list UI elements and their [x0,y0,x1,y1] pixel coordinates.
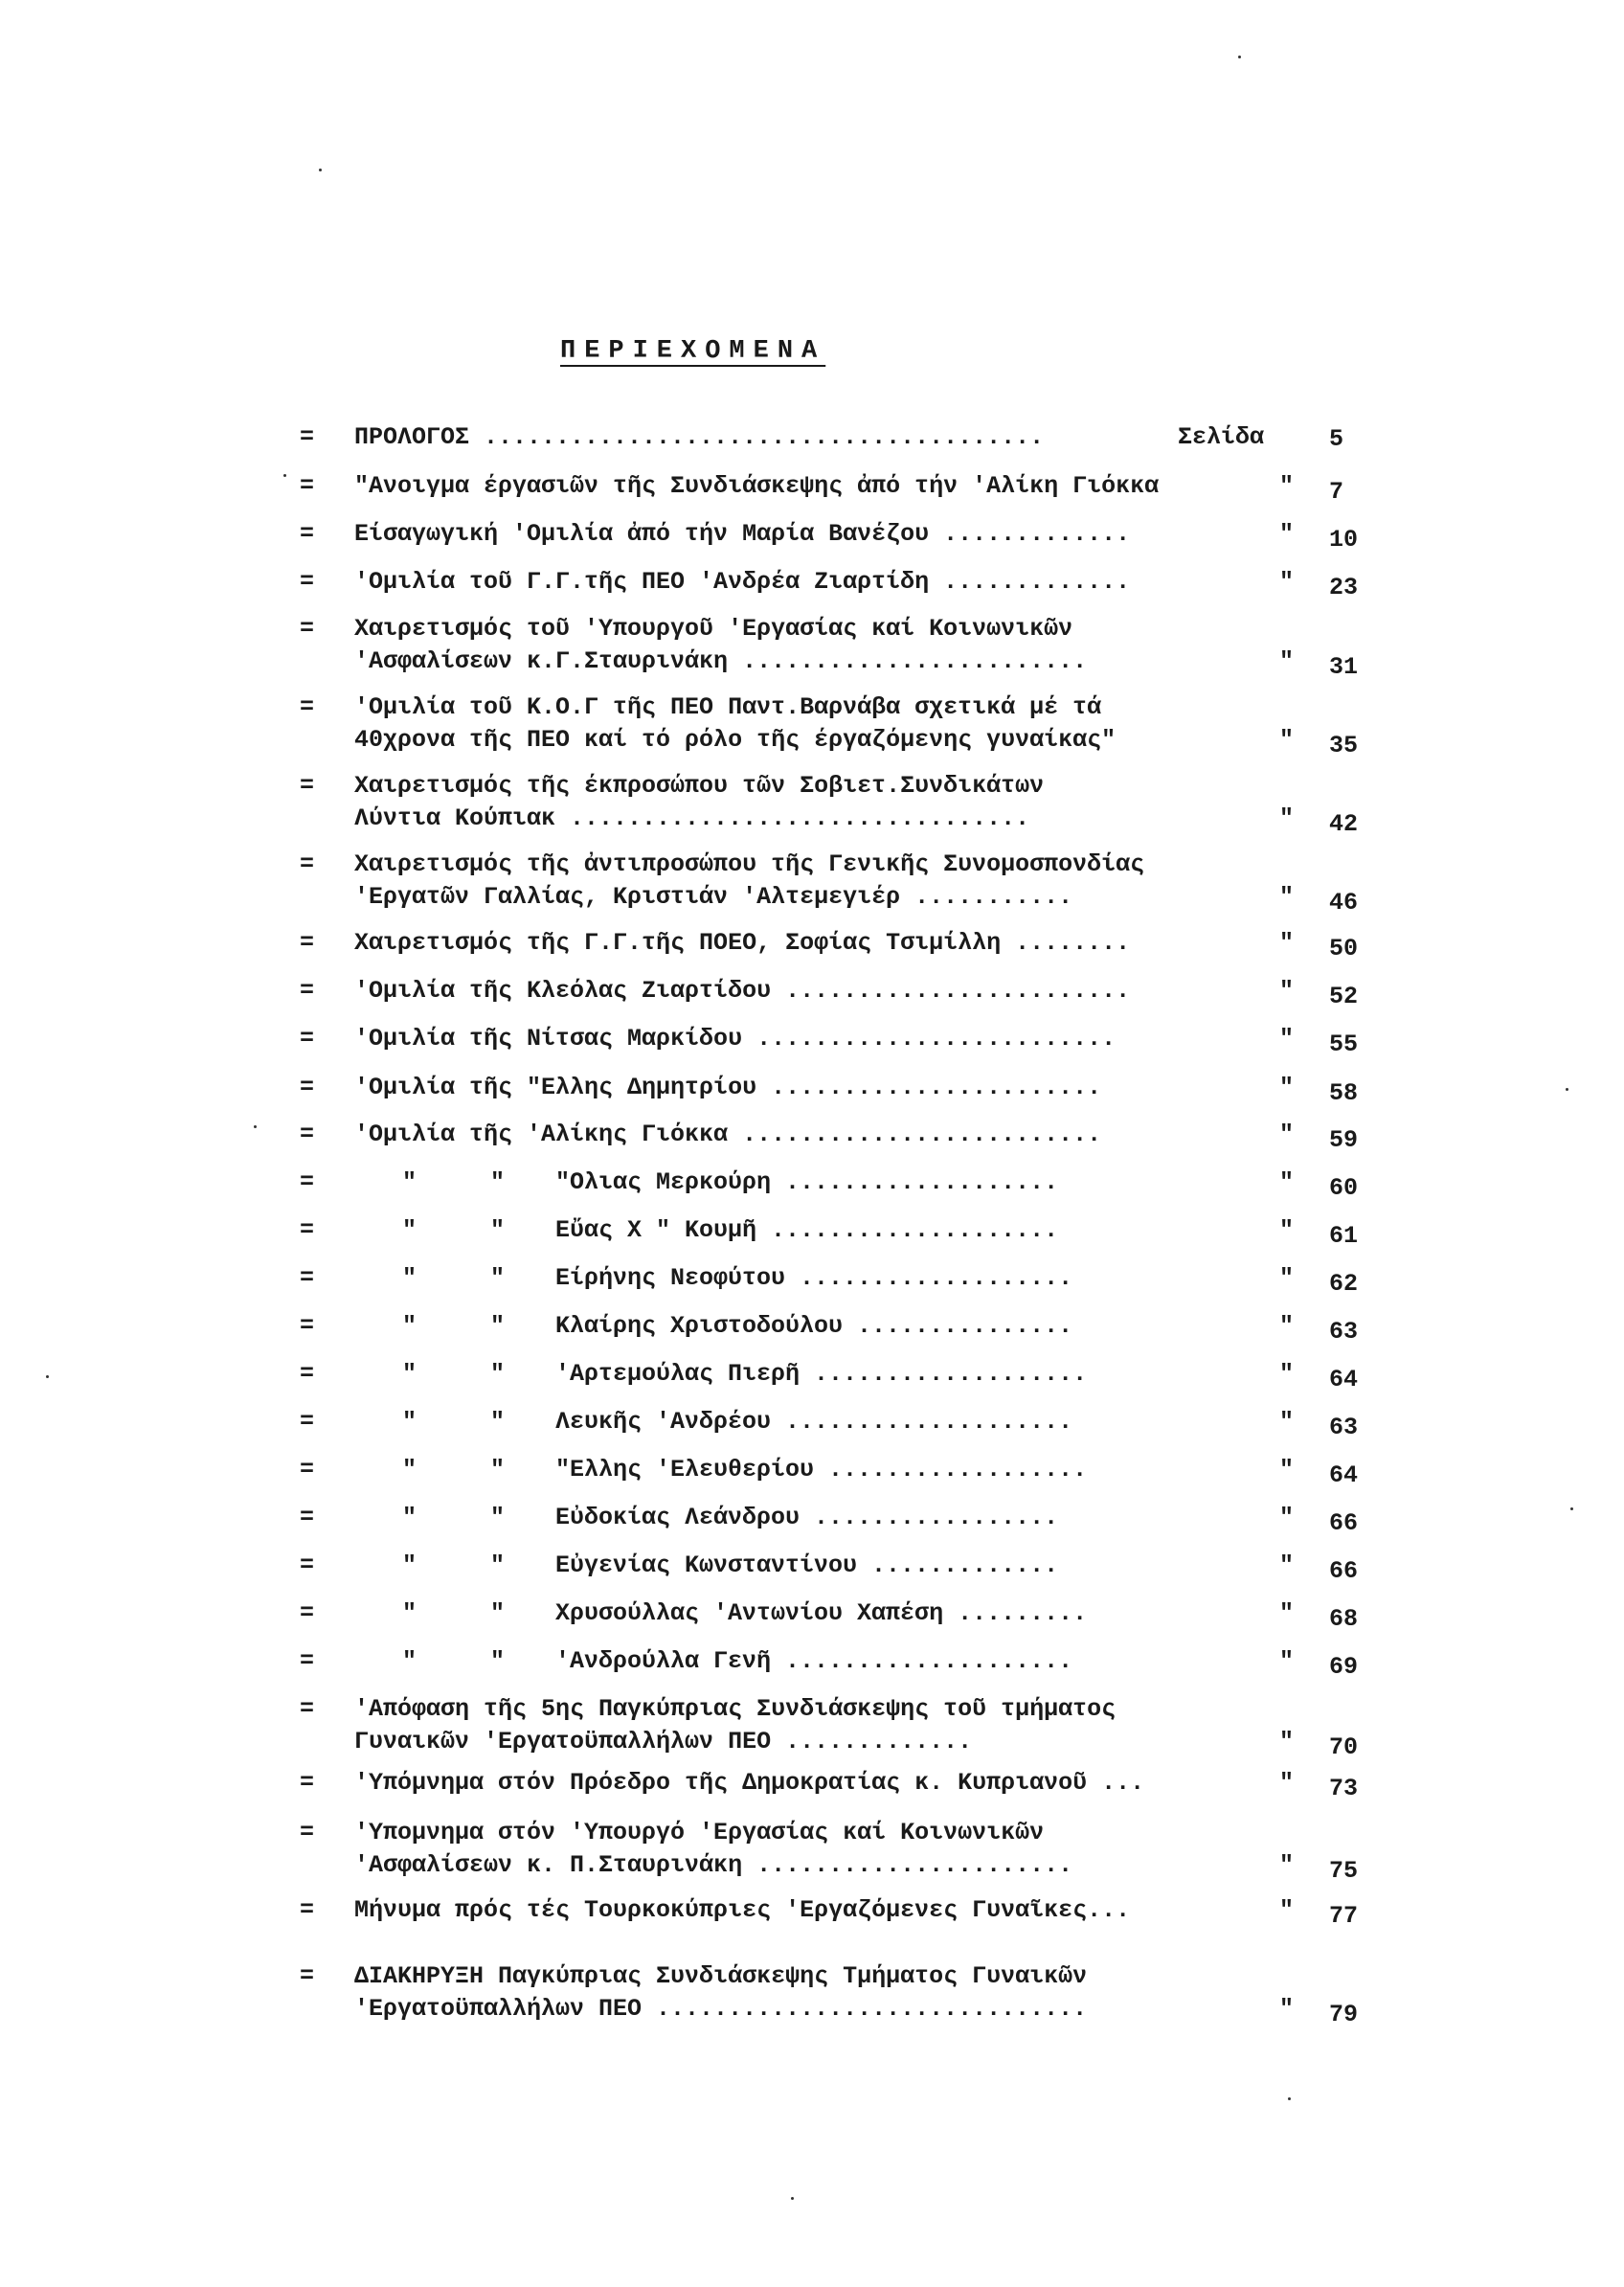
toc-entry-title [354,849,1144,914]
ditto-mark: " [1279,1025,1295,1053]
page-number: 58 [1329,1079,1359,1107]
ditto-mark: " [1279,726,1295,754]
toc-entry-line: 'Ανδρούλλα Γενῆ .................... [555,1647,1073,1675]
toc-entry-line: 'Ομιλία τῆς Κλεόλας Ζιαρτίδου ........................ [354,977,1131,1005]
ditto-mark: " [1279,883,1295,911]
page-number: 64 [1329,1461,1359,1489]
toc-entry-title [555,1358,1087,1391]
toc-entry-line: Χρυσούλλας 'Αντωνίου Χαπέση ......... [555,1599,1088,1627]
toc-bullet: = [300,520,315,548]
toc-entry-title [555,1597,1087,1630]
ditto-mark: " [1279,929,1295,957]
page-number: 73 [1329,1775,1359,1802]
toc-entry-title [555,1550,1058,1582]
ditto-mark: " [1279,1168,1295,1196]
ditto-mark: " [402,1408,417,1436]
page-number: 23 [1329,574,1359,601]
toc-entry-title [354,1023,1116,1055]
page-number: 68 [1329,1605,1359,1633]
page-number: 52 [1329,983,1359,1010]
ditto-mark: " [490,1551,506,1579]
toc-bullet: = [300,1769,315,1797]
toc-entry-title [555,1166,1058,1199]
toc-bullet: = [300,1074,315,1101]
ditto-mark: " [1279,1551,1295,1579]
toc-entry-title [354,1119,1101,1151]
toc-bullet: = [300,1819,315,1846]
ditto-mark: " [1279,1456,1295,1483]
toc-entry-line: 'Υπόμνημα στόν Πρόεδρο τῆς Δημοκρατίας κ. Κυπριανοῦ ... [354,1769,1145,1797]
toc-bullet: = [300,1025,315,1053]
ditto-mark: " [402,1216,417,1244]
toc-entry-line: 'Ασφαλίσεων κ.Γ.Σταυρινάκη ........................ [354,647,1088,675]
ditto-mark: " [402,1360,417,1388]
toc-bullet: = [300,1695,315,1723]
toc-entry-line: Λευκῆς 'Ανδρέου .................... [555,1408,1073,1436]
scan-speck [254,1125,257,1128]
toc-entry-line: 'Ομιλία τοῦ Κ.Ο.Γ τῆς ΠΕΟ Παντ.Βαρνάβα σχετικά μέ τά [354,693,1102,721]
page-number: 31 [1329,653,1359,681]
ditto-mark: " [1279,1264,1295,1292]
toc-entry-title [555,1645,1072,1678]
ditto-mark: " [402,1168,417,1196]
ditto-mark: " [1279,568,1295,596]
toc-entry-line: Κλαίρης Χριστοδούλου ............... [555,1312,1073,1340]
ditto-mark: " [490,1599,506,1627]
ditto-mark: " [490,1216,506,1244]
ditto-mark: " [402,1312,417,1340]
toc-bullet: = [300,850,315,878]
page-title: ΠΕΡΙΕΧΟΜΕΝΑ [560,337,826,366]
toc-entry-line: 'Ομιλία τῆς Νίτσας Μαρκίδου ......................... [354,1025,1116,1053]
toc-entry-title [354,470,1159,503]
toc-entry-line: 'Απόφαση τῆς 5ης Παγκύπριας Συνδιάσκεψης τοῦ τμήματος [354,1695,1116,1723]
ditto-mark: " [402,1264,417,1292]
toc-entry-title [555,1214,1058,1247]
toc-entry-line: Λύντια Κούπιακ ................................ [354,804,1030,832]
toc-bullet: = [300,693,315,721]
page-number: 50 [1329,935,1359,962]
toc-bullet: = [300,472,315,500]
page-number: 63 [1329,1318,1359,1346]
toc-entry-title [354,1817,1072,1882]
ditto-mark: " [402,1599,417,1627]
ditto-mark: " [1279,1360,1295,1388]
toc-bullet: = [300,1264,315,1292]
scan-speck [1570,1507,1573,1510]
toc-entry-title [555,1406,1072,1438]
toc-bullet: = [300,1504,315,1531]
toc-entry-line: 'Υπομνημα στόν 'Υπουργό 'Εργασίας καί Κοινωνικῶν [354,1819,1045,1846]
toc-entry-line: "Ανοιγμα έργασιῶν τῆς Συνδιάσκεψης ἀπό τήν 'Αλίκη Γιόκκα [354,472,1160,500]
toc-entry-title [555,1310,1072,1343]
toc-bullet: = [300,423,315,451]
toc-entry-line: 'Ομιλία τῆς 'Αλίκης Γιόκκα ......................... [354,1121,1102,1148]
ditto-mark: " [490,1264,506,1292]
page-number: 66 [1329,1557,1359,1585]
page-number: 62 [1329,1270,1359,1298]
ditto-mark: " [1279,1995,1295,2023]
page-number: 35 [1329,732,1359,759]
toc-bullet: = [300,1896,315,1924]
toc-entry-line: Γυναικῶν 'Εργατοϋπαλλήλων ΠΕΟ ............. [354,1728,973,1755]
ditto-mark: " [1279,1769,1295,1797]
toc-entry-title [555,1454,1087,1486]
toc-bullet: = [300,1216,315,1244]
page-number: 66 [1329,1509,1359,1537]
toc-entry-line: ΠΡΟΛΟΓΟΣ ....................................... [354,423,1045,451]
toc-entry-line: Χαιρετισμός τῆς ἀντιπροσώπου τῆς Γενικῆς Συνομοσπονδίας [354,850,1145,878]
toc-entry-title [354,421,1044,454]
toc-entry-line: Είρήνης Νεοφύτου ................... [555,1264,1073,1292]
page-number: 69 [1329,1653,1359,1681]
toc-entry-title [354,566,1130,599]
scan-speck [1238,56,1241,58]
toc-entry-line: 'Ασφαλίσεων κ. Π.Σταυρινάκη ...................... [354,1851,1073,1879]
ditto-mark: " [490,1360,506,1388]
toc-bullet: = [300,772,315,800]
page-number: 64 [1329,1366,1359,1393]
ditto-mark: " [490,1456,506,1483]
ditto-mark: " [1279,1851,1295,1879]
toc-entry-title [354,613,1087,678]
toc-entry-line: 'Εργατοϋπαλλήλων ΠΕΟ .............................. [354,1995,1088,2023]
scan-speck [46,1375,49,1378]
toc-entry-line: Εὐδοκίας Λεάνδρου ................. [555,1504,1059,1531]
ditto-mark: " [1279,1896,1295,1924]
scan-speck [1288,2097,1291,2100]
toc-entry-title [354,1960,1087,2026]
scan-speck [1566,1088,1568,1091]
toc-entry-title [555,1502,1058,1534]
toc-entry-title [354,691,1116,757]
ditto-mark: " [402,1504,417,1531]
toc-entry-line: 'Εργατῶν Γαλλίας, Κριστιάν 'Αλτεμεγιέρ ........... [354,883,1073,911]
toc-entry-title [354,927,1130,960]
toc-entry-line: ΔΙΑΚΗΡΥΞΗ Παγκύπριας Συνδιάσκεψης Τμήματος Γυναικῶν [354,1962,1088,1990]
toc-entry-title [354,770,1044,835]
scan-speck [283,474,286,477]
scan-speck [791,2197,794,2200]
toc-bullet: = [300,1456,315,1483]
ditto-mark: " [1279,1074,1295,1101]
page-number: 75 [1329,1857,1359,1885]
ditto-mark: " [1279,1312,1295,1340]
ditto-mark: " [402,1456,417,1483]
ditto-mark: " [1279,1599,1295,1627]
toc-entry-line: Εὐγενίας Κωνσταντίνου ............. [555,1551,1059,1579]
toc-entry-title [354,1767,1144,1800]
toc-bullet: = [300,1408,315,1436]
ditto-mark: " [1279,1504,1295,1531]
toc-bullet: = [300,1168,315,1196]
page-number: 7 [1329,478,1344,506]
ditto-mark: " [490,1312,506,1340]
toc-bullet: = [300,1599,315,1627]
ditto-mark: " [402,1551,417,1579]
page-number: 63 [1329,1414,1359,1441]
toc-entry-title [555,1262,1072,1295]
page-number: 60 [1329,1174,1359,1202]
toc-entry-line: Είσαγωγική 'Ομιλία ἀπό τήν Μαρία Βανέζου ............. [354,520,1131,548]
toc-entry-line: 40χρονα τῆς ΠΕΟ καί τό ρόλο τῆς έργαζόμενης γυναίκας" [354,726,1116,754]
toc-bullet: = [300,1647,315,1675]
ditto-mark: " [1279,520,1295,548]
toc-entry-line: Χαιρετισμός τῆς Γ.Γ.τῆς ΠΟΕΟ, Σοφίας Τσιμίλλη ........ [354,929,1131,957]
toc-entry-title [354,1894,1130,1927]
toc-bullet: = [300,1551,315,1579]
toc-entry-line: Εὔας Χ " Κουμῆ .................... [555,1216,1059,1244]
ditto-mark: " [1279,1408,1295,1436]
toc-bullet: = [300,1121,315,1148]
page-number: 55 [1329,1030,1359,1058]
toc-entry-line: 'Ομιλία τῆς "Ελλης Δημητρίου ....................... [354,1074,1102,1101]
toc-entry-line: "Ολιας Μερκούρη ................... [555,1168,1059,1196]
toc-entry-line: 'Αρτεμούλας Πιερῆ ................... [555,1360,1088,1388]
page-number: 5 [1329,425,1344,453]
ditto-mark: " [1279,804,1295,832]
toc-bullet: = [300,1962,315,1990]
ditto-mark: " [490,1647,506,1675]
scan-speck [319,169,322,171]
ditto-mark: " [490,1408,506,1436]
toc-bullet: = [300,615,315,643]
page-number: 10 [1329,526,1359,554]
ditto-mark: " [1279,1728,1295,1755]
ditto-mark: " [490,1504,506,1531]
ditto-mark: " [1279,647,1295,675]
toc-entry-line: Χαιρετισμός τοῦ 'Υπουργοῦ 'Εργασίας καί Κοινωνικῶν [354,615,1073,643]
page-number: 59 [1329,1126,1359,1154]
toc-bullet: = [300,977,315,1005]
toc-bullet: = [300,929,315,957]
toc-entry-title [354,1072,1101,1104]
toc-bullet: = [300,1312,315,1340]
page-column-label: Σελίδα [1178,423,1265,451]
toc-entry-line: 'Ομιλία τοῦ Γ.Γ.τῆς ΠΕΟ 'Ανδρέα Ζιαρτίδη ............. [354,568,1131,596]
page-number: 70 [1329,1733,1359,1761]
toc-entry-title [354,1693,1116,1758]
page-number: 46 [1329,889,1359,917]
toc-entry-title [354,975,1130,1008]
ditto-mark: " [1279,1216,1295,1244]
page-number: 77 [1329,1902,1359,1930]
ditto-mark: " [490,1168,506,1196]
page-number: 42 [1329,810,1359,838]
toc-bullet: = [300,568,315,596]
page-number: 79 [1329,2001,1359,2028]
ditto-mark: " [1279,977,1295,1005]
toc-entry-title [354,518,1130,551]
toc-entry-line: Μήνυμα πρός τές Τουρκοκύπριες 'Εργαζόμενες Γυναῖκες... [354,1896,1131,1924]
ditto-mark: " [402,1647,417,1675]
ditto-mark: " [1279,472,1295,500]
ditto-mark: " [1279,1647,1295,1675]
ditto-mark: " [1279,1121,1295,1148]
toc-entry-line: Χαιρετισμός τῆς έκπροσώπου τῶν Σοβιετ.Συνδικάτων [354,772,1045,800]
toc-bullet: = [300,1360,315,1388]
page-number: 61 [1329,1222,1359,1250]
toc-entry-line: "Ελλης 'Ελευθερίου .................. [555,1456,1088,1483]
